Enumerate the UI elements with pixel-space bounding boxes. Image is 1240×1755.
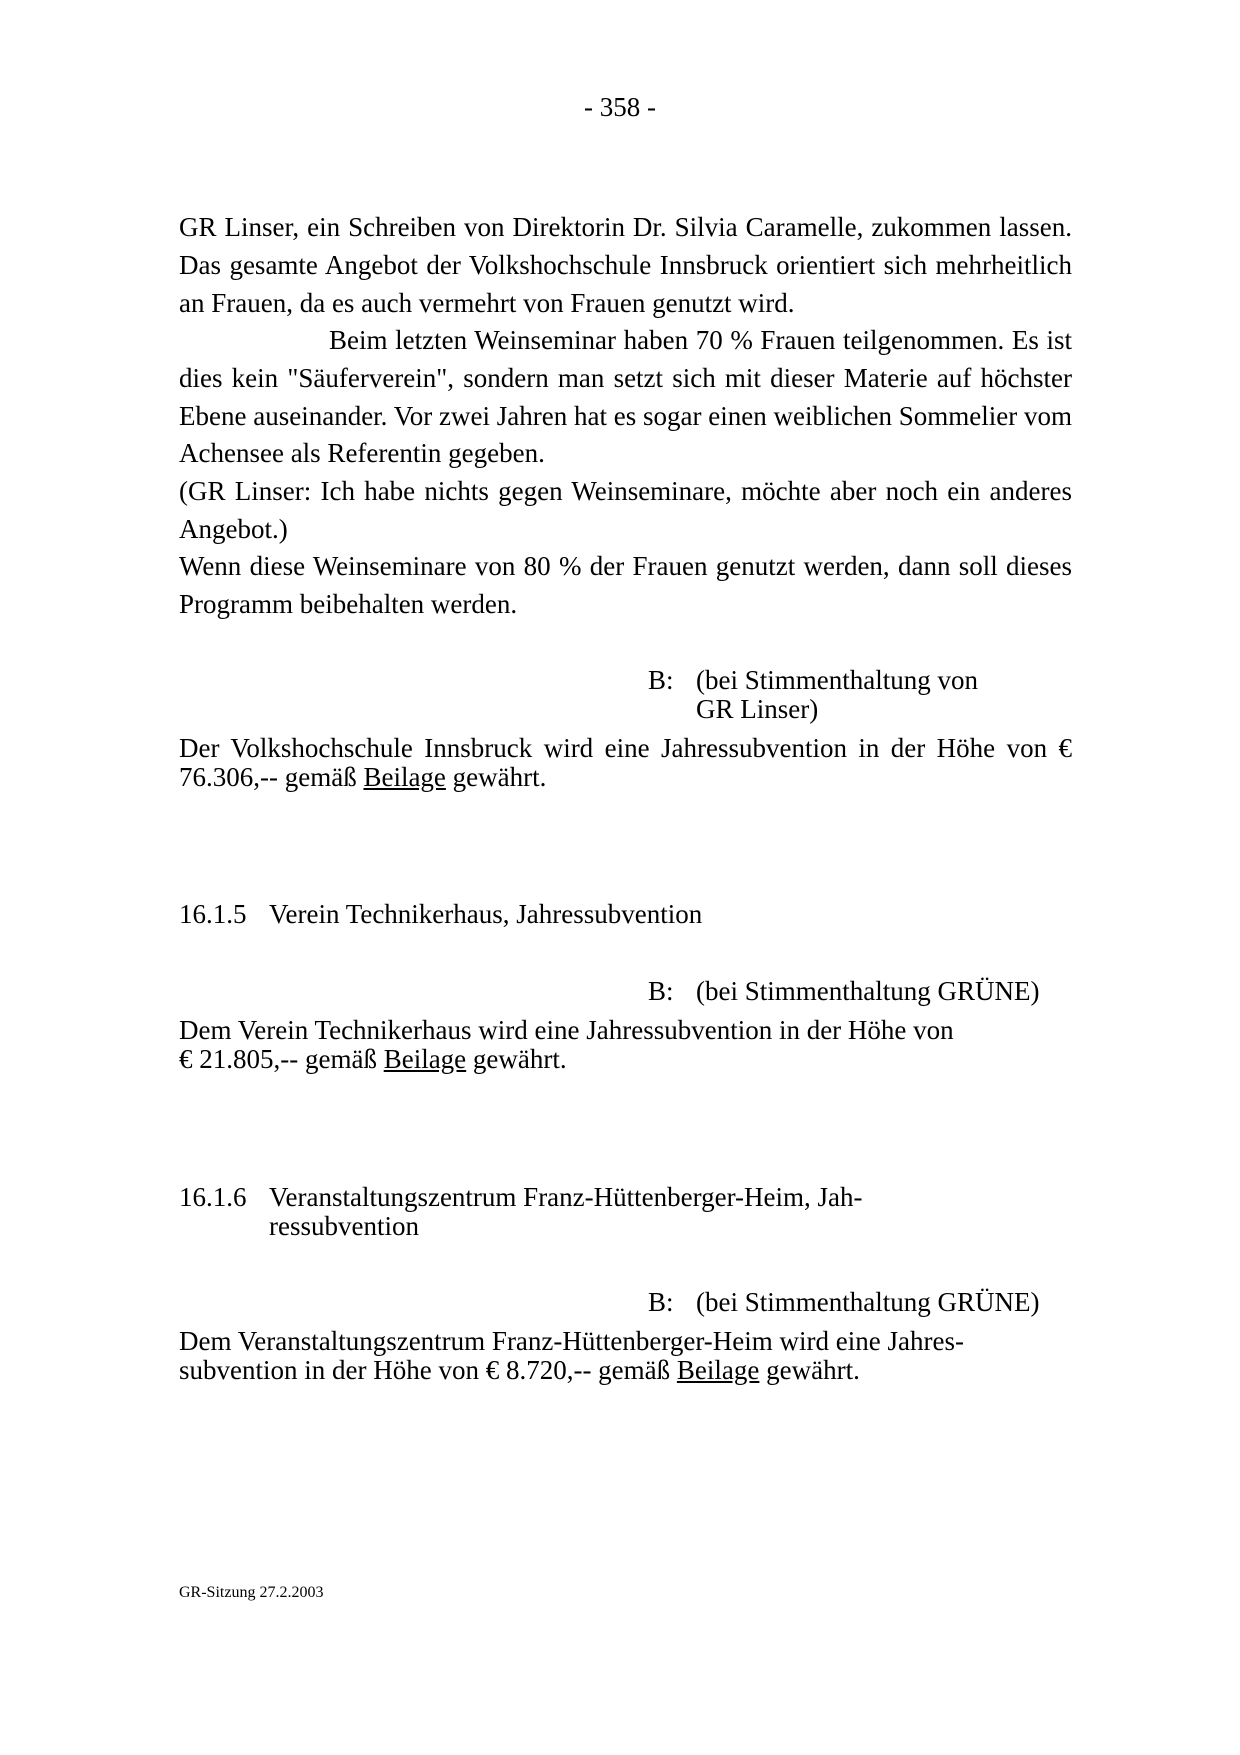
vhs-resolution-line-2: GR Linser) <box>696 694 819 724</box>
resolution-label: B: <box>648 1287 674 1317</box>
item-16-1-5-resolution-text: (bei Stimmenthaltung GRÜNE) <box>696 976 1040 1006</box>
footer: GR-Sitzung 27.2.2003 <box>179 1584 324 1601</box>
item-16-1-6-number: 16.1.6 <box>179 1182 247 1212</box>
item-16-1-6-heading <box>179 1183 863 1241</box>
item-16-1-6-decision-text: subvention in der Höhe von € 8.720,-- gemäß <box>179 1355 671 1385</box>
vhs-resolution-line-1: (bei Stimmenthaltung von <box>696 665 978 695</box>
intro-paragraph-1: GR Linser, ein Schreiben von Direktorin Dr. Silvia Caramelle, zukommen lassen. Das gesamte Angebot der Volkshochschule Innsbruck orientiert sich mehrheitlich an Frauen, da es auch vermehrt von Frauen genutzt wird. <box>179 212 1072 318</box>
item-16-1-5-title: Verein Technikerhaus, Jahressubvention <box>269 899 703 929</box>
item-16-1-5-heading <box>179 900 702 929</box>
vhs-decision <box>179 734 1072 792</box>
resolution-label: B: <box>648 665 674 695</box>
item-16-1-6-beilage-link[interactable]: Beilage <box>676 1355 760 1385</box>
intro-paragraph-3: (GR Linser: Ich habe nichts gegen Weinseminare, möchte aber noch ein anderes Angebot.) <box>179 476 1072 544</box>
item-16-1-5-decision-line-1: Dem Verein Technikerhaus wird eine Jahressubvention in der Höhe von <box>179 1015 954 1045</box>
item-16-1-6-resolution-text: (bei Stimmenthaltung GRÜNE) <box>696 1287 1040 1317</box>
intro-paragraph-2: Beim letzten Weinseminar haben 70 % Frauen teilgenommen. Es ist dies kein "Säuferverein", sondern man setzt sich mit dieser Materie auf höchster Ebene auseinander. Vor zwei Jahren hat es sogar einen weiblichen Sommelier vom Achensee als Referentin gegeben. <box>179 325 1072 469</box>
item-16-1-5-decision-text: € 21.805,-- gemäß <box>179 1044 377 1074</box>
item-16-1-5-beilage-link[interactable]: Beilage <box>383 1044 467 1074</box>
intro-paragraph-4: Wenn diese Weinseminare von 80 % der Frauen genutzt werden, dann soll dieses Programm beibehalten werden. <box>179 551 1072 619</box>
item-16-1-6-title-line-1: Veranstaltungszentrum Franz-Hüttenberger-Heim, Jah- <box>269 1182 863 1212</box>
resolution-label: B: <box>648 976 674 1006</box>
item-16-1-6-decision-end: gewährt. <box>766 1355 860 1385</box>
item-16-1-5-number: 16.1.5 <box>179 899 247 929</box>
item-16-1-6-resolution <box>648 1288 1039 1317</box>
vhs-beilage-link[interactable]: Beilage <box>363 762 446 792</box>
item-16-1-5-decision-end: gewährt. <box>472 1044 567 1074</box>
item-16-1-5-decision <box>179 1016 954 1074</box>
vhs-resolution <box>648 666 978 724</box>
item-16-1-6-decision <box>179 1327 964 1385</box>
vhs-decision-text: Der Volkshochschule Innsbruck wird eine Jahressubvention in der Höhe von € 76.306,-- gemäß <box>179 733 1072 792</box>
vhs-decision-end: gewährt. <box>452 762 547 792</box>
item-16-1-6-title-line-2: ressubvention <box>269 1211 419 1241</box>
item-16-1-6-decision-line-1: Dem Veranstaltungszentrum Franz-Hüttenberger-Heim wird eine Jahres- <box>179 1326 964 1356</box>
item-16-1-5-resolution <box>648 977 1039 1006</box>
page-number: - 358 - <box>584 92 656 122</box>
